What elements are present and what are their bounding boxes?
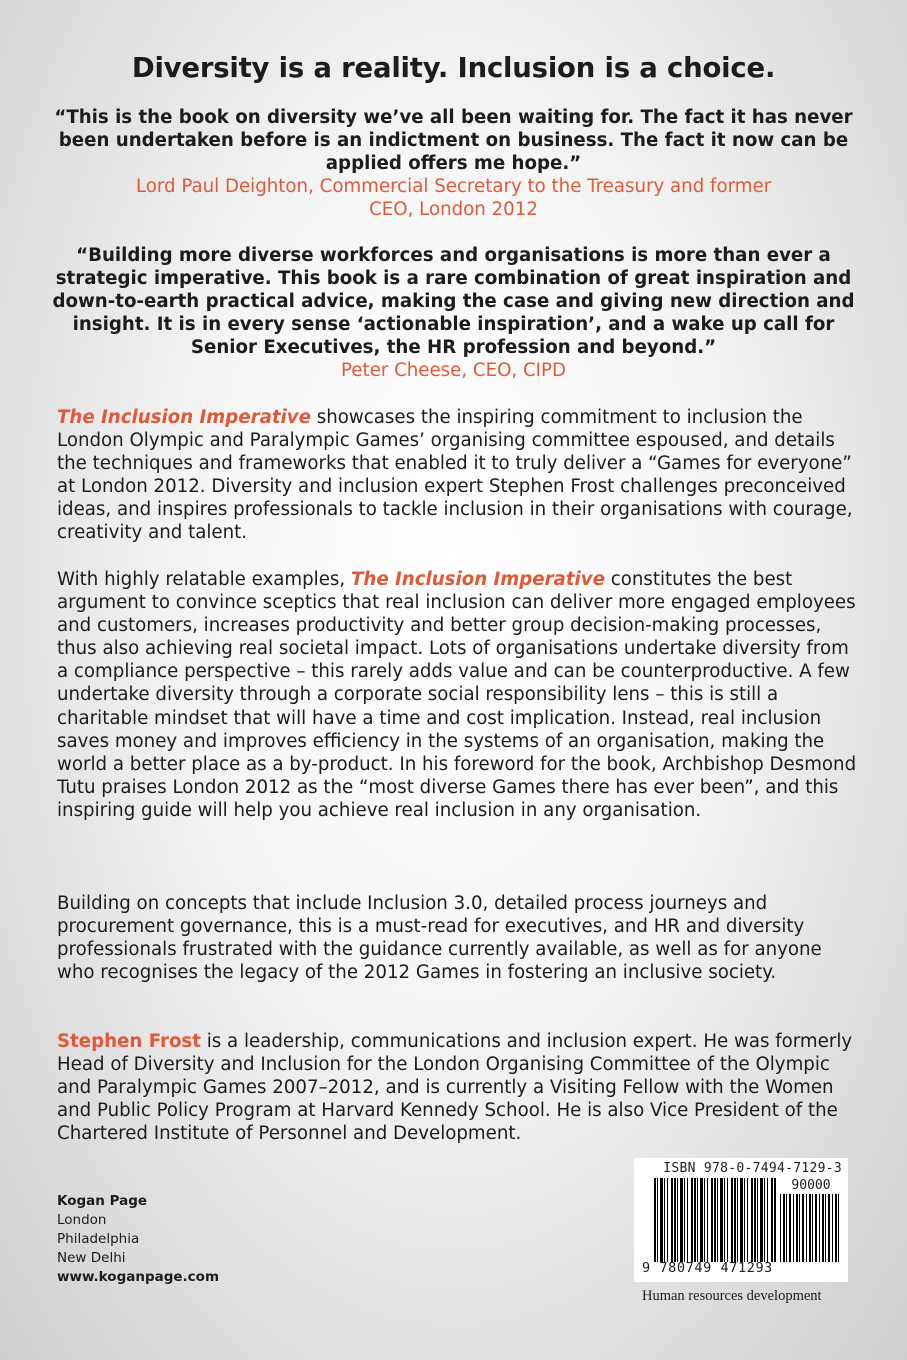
quote-attribution: CEO, London 2012: [369, 199, 538, 220]
quote-attribution: Lord Paul Deighton, Commercial Secretary to the Treasury and former: [135, 176, 772, 197]
endorsement-quote: [52, 244, 855, 382]
description-paragraph: [57, 406, 857, 545]
quote-attribution: Peter Cheese, CEO, CIPD: [340, 360, 567, 381]
author-bio: [57, 1030, 857, 1145]
headline: Diversity is a reality. Inclusion is a choice.: [131, 52, 776, 84]
publisher-name: Kogan Page: [57, 1193, 148, 1209]
publisher-url[interactable]: www.koganpage.com: [57, 1269, 220, 1285]
subject-category: Human resources development: [642, 1288, 822, 1304]
publisher-city: New Delhi: [57, 1250, 126, 1266]
paragraph-text: With highly relatable examples,: [57, 569, 351, 590]
ean-digits: 9 780749 471293: [642, 1260, 773, 1276]
book-title: The Inclusion Imperative: [57, 407, 311, 428]
description-paragraph: [57, 568, 857, 822]
description-paragraph: Building on concepts that include Inclusion 3.0, detailed process journeys and procurement governance, this is a must-read for executives, and HR and diversity professionals frustrated with the guidance currently available, as well as for anyone who recognises the legacy of the 2012 Games in fostering an inclusive society.: [57, 893, 822, 984]
isbn-barcode: [634, 1158, 848, 1282]
paragraph-text: showcases the inspiring commitment to inclusion the London Olympic and Paralympic Games’ organising committee espoused, and details the techniques and frameworks that enabled it to truly deliver a “Games for everyone” at London 2012. Diversity and inclusion expert Stephen Frost challenges preconceived ideas, and inspires professionals to tackle inclusion in their organisations with courage, creativity and talent.: [57, 407, 853, 544]
paragraph-text: constitutes the best argument to convince sceptics that real inclusion can deliver more engaged employees and customers, increases productivity and better group decision-making processes, thus also achieving real societal impact. Lots of organisations undertake diversity from a compliance perspective – this rarely adds value and can be counterproductive. A few undertake diversity through a corporate social responsibility lens – this is still a charitable mindset that will have a time and cost implication. Instead, real inclusion saves money and improves efficiency in the systems of an organisation, making the world a better place as a by-product. In his foreword for the book, Archbishop Desmond Tutu praises London 2012 as the “most diverse Games there has ever been”, and this inspiring guide will help you achieve real inclusion in any organisation.: [57, 569, 857, 821]
publisher-city: Philadelphia: [57, 1231, 140, 1247]
author-name: Stephen Frost: [57, 1031, 201, 1052]
paragraph-text: is a leadership, communications and inclusion expert. He was formerly Head of Diversity and Inclusion for the London Organising Committee of the Olympic and Paralympic Games 2007–2012, and is currently a Visiting Fellow with the Women and Public Policy Program at Harvard Kennedy School. He is also Vice President of the Chartered Institute of Personnel and Development.: [57, 1031, 853, 1145]
endorsement-quote: [52, 106, 855, 221]
addon-barcode-bars: [780, 1194, 840, 1262]
price-code: 90000: [791, 1178, 831, 1193]
publisher-city: London: [57, 1212, 107, 1228]
publisher-block: [57, 1192, 219, 1287]
quote-text: “This is the book on diversity we’ve all been waiting for. The fact it has never been undertaken before is an indictment on business. The fact it now can be applied offers me hope.”: [54, 107, 853, 174]
quote-text: “Building more diverse workforces and organisations is more than ever a strategic imperative. This book is a rare combination of great inspiration and down-to-earth practical advice, making the case and giving new direction and insight. It is in every sense ‘actionable inspiration’, and a wake up call for Senior Executives, the HR profession and beyond.”: [52, 245, 855, 358]
barcode-bars: [654, 1178, 776, 1262]
isbn-text: ISBN 978-0-7494-7129-3: [663, 1161, 842, 1176]
book-title: The Inclusion Imperative: [350, 569, 605, 590]
